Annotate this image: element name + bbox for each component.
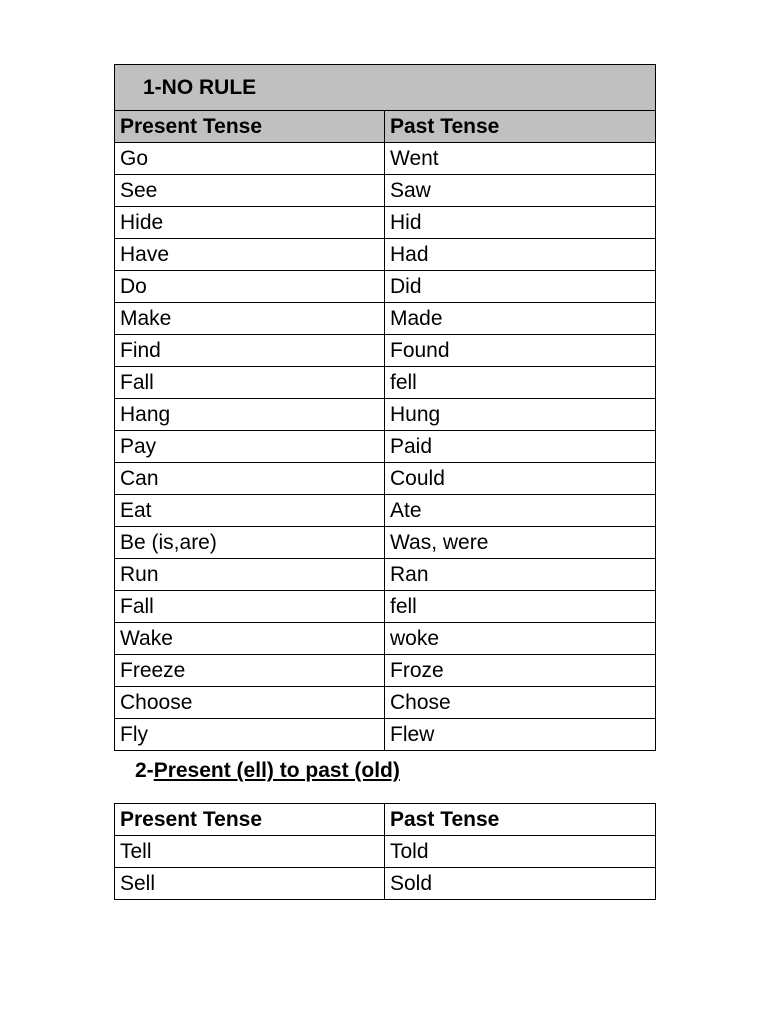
header-past-tense: Past Tense <box>385 804 656 836</box>
past-tense-cell: Saw <box>385 175 656 207</box>
table-row <box>115 303 656 335</box>
present-tense-cell: Make <box>115 303 385 335</box>
ell-to-old-table <box>114 803 656 900</box>
present-tense-cell: Fall <box>115 367 385 399</box>
table-row <box>115 175 656 207</box>
present-tense-cell: See <box>115 175 385 207</box>
past-tense-cell: Paid <box>385 431 656 463</box>
table-header-row <box>115 111 656 143</box>
present-tense-cell: Run <box>115 559 385 591</box>
present-tense-cell: Have <box>115 239 385 271</box>
past-tense-cell: Sold <box>385 868 656 900</box>
past-tense-cell: woke <box>385 623 656 655</box>
table-row <box>115 495 656 527</box>
past-tense-cell: Hid <box>385 207 656 239</box>
no-rule-table <box>114 64 656 751</box>
table-row <box>115 271 656 303</box>
past-tense-cell: Did <box>385 271 656 303</box>
section2-number: 2- <box>135 759 154 782</box>
header-present-tense: Present Tense <box>115 111 385 143</box>
header-present-tense: Present Tense <box>115 804 385 836</box>
table-row <box>115 719 656 751</box>
past-tense-cell: Found <box>385 335 656 367</box>
present-tense-cell: Be (is,are) <box>115 527 385 559</box>
table-row <box>115 367 656 399</box>
past-tense-cell: Went <box>385 143 656 175</box>
table-row <box>115 623 656 655</box>
table-row <box>115 559 656 591</box>
present-tense-cell: Fly <box>115 719 385 751</box>
table-row <box>115 463 656 495</box>
section1-title: 1-NO RULE <box>115 65 656 111</box>
past-tense-cell: Ate <box>385 495 656 527</box>
table-row <box>115 207 656 239</box>
table-row <box>115 655 656 687</box>
table-row <box>115 836 656 868</box>
present-tense-cell: Fall <box>115 591 385 623</box>
table-row <box>115 399 656 431</box>
table-header-row <box>115 804 656 836</box>
present-tense-cell: Choose <box>115 687 385 719</box>
present-tense-cell: Pay <box>115 431 385 463</box>
table-row <box>115 431 656 463</box>
past-tense-cell: Froze <box>385 655 656 687</box>
table-row <box>115 143 656 175</box>
table-row <box>115 527 656 559</box>
past-tense-cell: Ran <box>385 559 656 591</box>
present-tense-cell: Wake <box>115 623 385 655</box>
present-tense-cell: Tell <box>115 836 385 868</box>
past-tense-cell: Had <box>385 239 656 271</box>
table-row <box>115 335 656 367</box>
present-tense-cell: Sell <box>115 868 385 900</box>
table-row <box>115 687 656 719</box>
table-row <box>115 868 656 900</box>
section2-heading <box>135 757 400 785</box>
present-tense-cell: Go <box>115 143 385 175</box>
past-tense-cell: Told <box>385 836 656 868</box>
past-tense-cell: Could <box>385 463 656 495</box>
past-tense-cell: Made <box>385 303 656 335</box>
header-past-tense: Past Tense <box>385 111 656 143</box>
past-tense-cell: fell <box>385 367 656 399</box>
past-tense-cell: fell <box>385 591 656 623</box>
past-tense-cell: Was, were <box>385 527 656 559</box>
past-tense-cell: Chose <box>385 687 656 719</box>
present-tense-cell: Freeze <box>115 655 385 687</box>
present-tense-cell: Hang <box>115 399 385 431</box>
table-title-row <box>115 65 656 111</box>
present-tense-cell: Can <box>115 463 385 495</box>
table-row <box>115 591 656 623</box>
present-tense-cell: Eat <box>115 495 385 527</box>
past-tense-cell: Hung <box>385 399 656 431</box>
past-tense-cell: Flew <box>385 719 656 751</box>
present-tense-cell: Find <box>115 335 385 367</box>
present-tense-cell: Do <box>115 271 385 303</box>
section2-title: Present (ell) to past (old) <box>153 759 400 782</box>
present-tense-cell: Hide <box>115 207 385 239</box>
table-row <box>115 239 656 271</box>
